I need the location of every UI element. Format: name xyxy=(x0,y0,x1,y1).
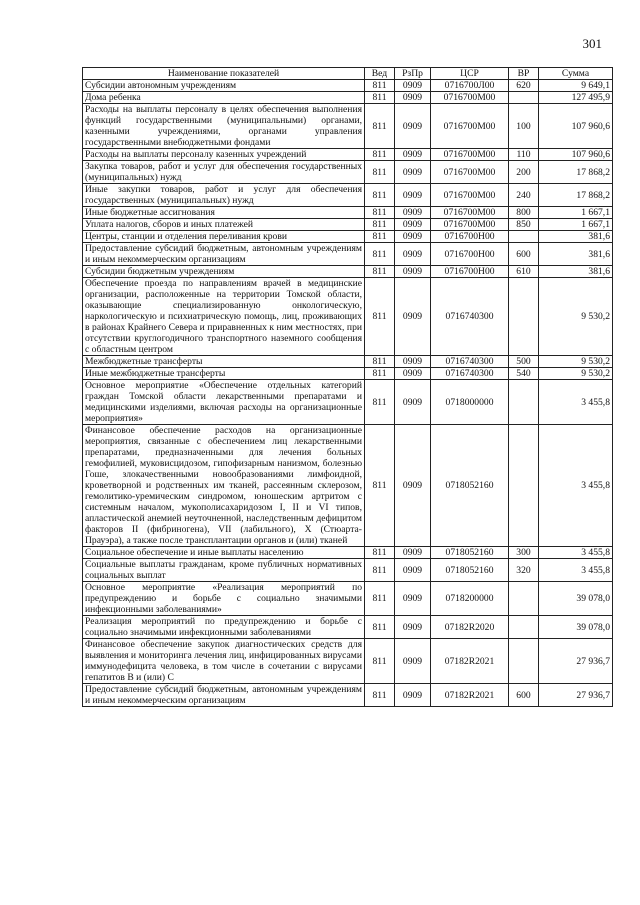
cell-csr: 0718052160 xyxy=(431,559,509,582)
cell-rzpr: 0909 xyxy=(395,266,431,278)
cell-name: Иные бюджетные ассигнования xyxy=(83,207,365,219)
cell-vr xyxy=(509,425,539,547)
header-vr: ВР xyxy=(509,68,539,80)
cell-sum: 27 936,7 xyxy=(539,639,613,684)
cell-vr xyxy=(509,582,539,616)
cell-ved: 811 xyxy=(365,92,395,104)
cell-sum: 3 455,8 xyxy=(539,559,613,582)
cell-name: Социальные выплаты гражданам, кроме публичных нормативных социальных выплат xyxy=(83,559,365,582)
table-row xyxy=(83,80,613,92)
cell-rzpr: 0909 xyxy=(395,639,431,684)
table-row xyxy=(83,368,613,380)
cell-csr: 0716700Н00 xyxy=(431,266,509,278)
cell-name: Закупка товаров, работ и услуг для обеспечения государственных (муниципальных) нужд xyxy=(83,161,365,184)
cell-vr xyxy=(509,231,539,243)
cell-sum: 9 530,2 xyxy=(539,368,613,380)
cell-sum: 9 649,1 xyxy=(539,80,613,92)
cell-sum: 127 495,9 xyxy=(539,92,613,104)
cell-rzpr: 0909 xyxy=(395,184,431,207)
cell-csr: 0718200000 xyxy=(431,582,509,616)
cell-ved: 811 xyxy=(365,616,395,639)
cell-rzpr: 0909 xyxy=(395,380,431,425)
cell-vr: 610 xyxy=(509,266,539,278)
cell-ved: 811 xyxy=(365,219,395,231)
table-row xyxy=(83,559,613,582)
cell-name: Финансовое обеспечение расходов на организационные мероприятия, связанные с обеспечением лиц лекарственными препаратами, предназначенными для лечения больных гемофилией, муковисцидозом, гипофизарным нанизмом, болезнью Гоше, злокачественными новообразованиями лимфоидной, кроветворной и родственных им тканей, рассеянным склерозом, гемолитико-уремическим синдромом, юношеским артритом с системным началом, мукополисахаридозом I, II и VI типов, апластической анемией неуточненной, наследственным дефицитом факторов II (фибриногена), VII (лабильного), X (Стюарта-Прауэра), а также после трансплантации органов и (или) тканей xyxy=(83,425,365,547)
cell-vr xyxy=(509,92,539,104)
cell-sum: 17 868,2 xyxy=(539,161,613,184)
cell-csr: 0718052160 xyxy=(431,425,509,547)
cell-sum: 381,6 xyxy=(539,243,613,266)
cell-vr xyxy=(509,380,539,425)
cell-vr: 100 xyxy=(509,104,539,149)
table-header-row xyxy=(83,68,613,80)
cell-csr: 0718052160 xyxy=(431,547,509,559)
cell-vr: 600 xyxy=(509,243,539,266)
cell-rzpr: 0909 xyxy=(395,356,431,368)
cell-sum: 9 530,2 xyxy=(539,356,613,368)
cell-csr: 07182R2021 xyxy=(431,684,509,707)
cell-ved: 811 xyxy=(365,425,395,547)
cell-ved: 811 xyxy=(365,149,395,161)
header-ved: Вед xyxy=(365,68,395,80)
cell-rzpr: 0909 xyxy=(395,425,431,547)
cell-rzpr: 0909 xyxy=(395,92,431,104)
cell-rzpr: 0909 xyxy=(395,582,431,616)
page-number: 301 xyxy=(582,36,602,51)
table-row xyxy=(83,161,613,184)
cell-rzpr: 0909 xyxy=(395,149,431,161)
cell-sum: 39 078,0 xyxy=(539,616,613,639)
table-row xyxy=(83,219,613,231)
cell-ved: 811 xyxy=(365,582,395,616)
table-row xyxy=(83,104,613,149)
cell-sum: 1 667,1 xyxy=(539,207,613,219)
cell-name: Субсидии бюджетным учреждениям xyxy=(83,266,365,278)
cell-vr: 850 xyxy=(509,219,539,231)
cell-name: Центры, станции и отделения переливания крови xyxy=(83,231,365,243)
cell-ved: 811 xyxy=(365,243,395,266)
cell-sum: 9 530,2 xyxy=(539,278,613,356)
cell-ved: 811 xyxy=(365,278,395,356)
cell-csr: 0716700М00 xyxy=(431,184,509,207)
table-row xyxy=(83,266,613,278)
cell-csr: 07182R2020 xyxy=(431,616,509,639)
cell-csr: 0716700М00 xyxy=(431,92,509,104)
cell-vr: 200 xyxy=(509,161,539,184)
table-row xyxy=(83,425,613,547)
cell-ved: 811 xyxy=(365,266,395,278)
cell-ved: 811 xyxy=(365,547,395,559)
cell-name: Расходы на выплаты персоналу казенных учреждений xyxy=(83,149,365,161)
cell-vr: 800 xyxy=(509,207,539,219)
cell-vr: 540 xyxy=(509,368,539,380)
cell-name: Расходы на выплаты персоналу в целях обеспечения выполнения функций государственными (муниципальными) органами, казенными учреждениями, органами управления государственными внебюджетными фондами xyxy=(83,104,365,149)
cell-rzpr: 0909 xyxy=(395,684,431,707)
cell-rzpr: 0909 xyxy=(395,368,431,380)
cell-csr: 0716700Л00 xyxy=(431,80,509,92)
cell-vr: 110 xyxy=(509,149,539,161)
cell-rzpr: 0909 xyxy=(395,231,431,243)
table-row xyxy=(83,231,613,243)
cell-name: Основное мероприятие «Обеспечение отдельных категорий граждан Томской области лекарственными препаратами и медицинскими изделиями, включая расходы на организационные мероприятия» xyxy=(83,380,365,425)
cell-ved: 811 xyxy=(365,684,395,707)
cell-rzpr: 0909 xyxy=(395,559,431,582)
cell-ved: 811 xyxy=(365,368,395,380)
cell-csr: 0716700М00 xyxy=(431,149,509,161)
cell-name: Уплата налогов, сборов и иных платежей xyxy=(83,219,365,231)
cell-name: Основное мероприятие «Реализация мероприятий по предупреждению и борьбе с социально значимыми инфекционными заболеваниями» xyxy=(83,582,365,616)
cell-vr xyxy=(509,278,539,356)
cell-rzpr: 0909 xyxy=(395,243,431,266)
cell-csr: 0716740300 xyxy=(431,368,509,380)
cell-vr: 500 xyxy=(509,356,539,368)
cell-sum: 3 455,8 xyxy=(539,425,613,547)
cell-sum: 381,6 xyxy=(539,231,613,243)
cell-ved: 811 xyxy=(365,559,395,582)
cell-vr xyxy=(509,639,539,684)
cell-ved: 811 xyxy=(365,639,395,684)
table-row xyxy=(83,547,613,559)
cell-rzpr: 0909 xyxy=(395,207,431,219)
cell-sum: 39 078,0 xyxy=(539,582,613,616)
cell-rzpr: 0909 xyxy=(395,278,431,356)
cell-rzpr: 0909 xyxy=(395,161,431,184)
cell-name: Субсидии автономным учреждениям xyxy=(83,80,365,92)
cell-rzpr: 0909 xyxy=(395,547,431,559)
budget-table xyxy=(82,67,613,707)
cell-csr: 07182R2021 xyxy=(431,639,509,684)
cell-csr: 0718000000 xyxy=(431,380,509,425)
cell-sum: 3 455,8 xyxy=(539,380,613,425)
cell-vr: 620 xyxy=(509,80,539,92)
table-row xyxy=(83,207,613,219)
table-row xyxy=(83,278,613,356)
table-row xyxy=(83,184,613,207)
cell-sum: 381,6 xyxy=(539,266,613,278)
cell-csr: 0716740300 xyxy=(431,278,509,356)
header-rzpr: РзПр xyxy=(395,68,431,80)
cell-name: Предоставление субсидий бюджетным, автономным учреждениям и иным некоммерческим организациям xyxy=(83,243,365,266)
cell-ved: 811 xyxy=(365,80,395,92)
cell-csr: 0716700Н00 xyxy=(431,231,509,243)
cell-ved: 811 xyxy=(365,184,395,207)
cell-csr: 0716740300 xyxy=(431,356,509,368)
cell-csr: 0716700М00 xyxy=(431,219,509,231)
cell-vr: 300 xyxy=(509,547,539,559)
cell-name: Иные межбюджетные трансферты xyxy=(83,368,365,380)
cell-sum: 107 960,6 xyxy=(539,104,613,149)
cell-csr: 0716700М00 xyxy=(431,104,509,149)
cell-rzpr: 0909 xyxy=(395,80,431,92)
cell-rzpr: 0909 xyxy=(395,104,431,149)
table-row xyxy=(83,684,613,707)
header-name: Наименование показателей xyxy=(83,68,365,80)
cell-sum: 3 455,8 xyxy=(539,547,613,559)
cell-vr xyxy=(509,616,539,639)
cell-ved: 811 xyxy=(365,161,395,184)
table-row xyxy=(83,582,613,616)
cell-name: Межбюджетные трансферты xyxy=(83,356,365,368)
cell-ved: 811 xyxy=(365,380,395,425)
table-row xyxy=(83,92,613,104)
cell-name: Дома ребенка xyxy=(83,92,365,104)
cell-ved: 811 xyxy=(365,231,395,243)
table-row xyxy=(83,243,613,266)
cell-csr: 0716700Н00 xyxy=(431,243,509,266)
cell-name: Иные закупки товаров, работ и услуг для обеспечения государственных (муниципальных) нужд xyxy=(83,184,365,207)
table-row xyxy=(83,149,613,161)
cell-rzpr: 0909 xyxy=(395,616,431,639)
cell-name: Реализация мероприятий по предупреждению и борьбе с социально значимыми инфекционными заболеваниями xyxy=(83,616,365,639)
cell-rzpr: 0909 xyxy=(395,219,431,231)
cell-sum: 1 667,1 xyxy=(539,219,613,231)
table-row xyxy=(83,616,613,639)
header-sum: Сумма xyxy=(539,68,613,80)
table-row xyxy=(83,380,613,425)
cell-name: Финансовое обеспечение закупок диагностических средств для выявления и мониторинга лечения лиц, инфицированных вирусами иммунодефицита человека, в том числе в сочетании с вирусами гепатитов B и (или) C xyxy=(83,639,365,684)
cell-vr: 240 xyxy=(509,184,539,207)
cell-ved: 811 xyxy=(365,356,395,368)
cell-csr: 0716700М00 xyxy=(431,161,509,184)
cell-name: Обеспечение проезда по направлениям врачей в медицинские организации, расположенные на территории Томской области, оказывающие специализированную онкологическую, наркологическую и психиатрическую помощь, лиц, проживающих в районах Крайнего Севера и приравненных к ним местностях, при отсутствии круглогодичного транспортного наземного сообщения с областным центром xyxy=(83,278,365,356)
cell-csr: 0716700М00 xyxy=(431,207,509,219)
table-row xyxy=(83,639,613,684)
header-csr: ЦСР xyxy=(431,68,509,80)
cell-ved: 811 xyxy=(365,207,395,219)
cell-sum: 17 868,2 xyxy=(539,184,613,207)
cell-sum: 107 960,6 xyxy=(539,149,613,161)
cell-name: Социальное обеспечение и иные выплаты населению xyxy=(83,547,365,559)
table-row xyxy=(83,356,613,368)
cell-ved: 811 xyxy=(365,104,395,149)
cell-vr: 600 xyxy=(509,684,539,707)
cell-sum: 27 936,7 xyxy=(539,684,613,707)
cell-vr: 320 xyxy=(509,559,539,582)
cell-name: Предоставление субсидий бюджетным, автономным учреждениям и иным некоммерческим организациям xyxy=(83,684,365,707)
